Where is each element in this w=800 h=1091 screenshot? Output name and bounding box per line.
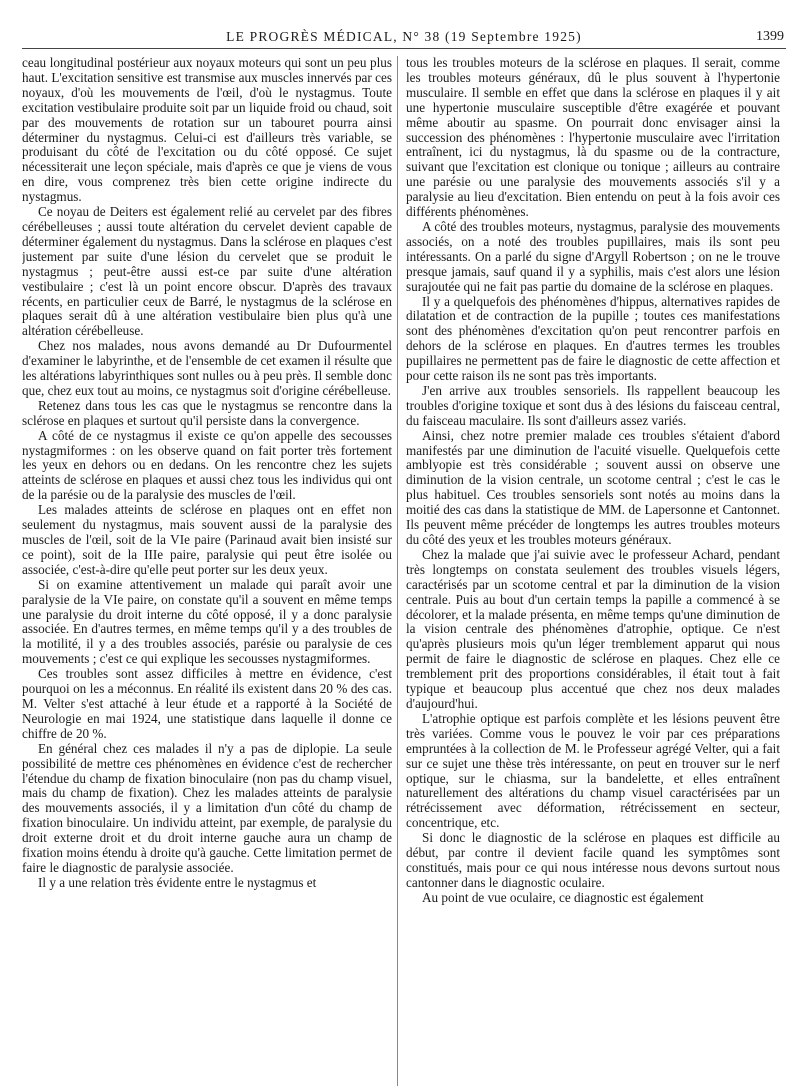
column-divider [397, 56, 398, 1086]
paragraph: Chez la malade que j'ai suivie avec le professeur Achard, pendant très longtemps on constata seulement des troubles visuels légers, caractérisés par un scotome central et par la diminution de la vision centrale. Puis au bout d'un certain temps la papille a commencé à se décolorer, et la malade présenta, en même temps qu'une diminution de la vision centrale des phénomènes d'atrophie, optique. Ce n'est qu'après plusieurs mois qu'un léger tremblement apparut qui nous permit de faire le diagnostic de sclérose en plaques. Chez elle ce tremblement prit des proportions considérables, il était tout à fait typique et beaucoup plus accentué que chez nos deux malades d'aujourd'hui. [406, 546, 780, 711]
paragraph: Si donc le diagnostic de la sclérose en plaques est difficile au début, par contre il devient facile quand les symptômes sont constitués, mais pour ce qui nous intéresse nous devons surtout nous cantonner dans le diagnostic oculaire. [406, 830, 780, 890]
left-column [22, 56, 392, 1086]
paragraph: Il y a quelquefois des phénomènes d'hippus, alternatives rapides de dilatation et de contraction de la pupille ; toutes ces manifestations sont des phénomènes d'excitation qu'on peut rencontrer parfois en dehors de la sclérose en plaques. En d'autres termes les troubles pupillaires ne permettent pas de faire le diagnostic de cette affection et pour cette raison ils ne sont pas très importants. [406, 293, 780, 384]
paragraph: J'en arrive aux troubles sensoriels. Ils rappellent beaucoup les troubles d'origine toxique et sont dus à des lésions du faisceau central, du faisceau maculaire. Ils sont d'ailleurs assez variés. [406, 382, 780, 428]
journal-title: LE PROGRÈS MÉDICAL, N° 38 (19 Septembre 1925) [226, 29, 582, 44]
paragraph: Ce noyau de Deiters est également relié au cervelet par des fibres cérébelleuses ; aussi toute altération du cervelet devient capable de déterminer également du nystagmus. Dans la sclérose en plaques c'est justement par suite d'une lésion du cervelet que se produit le nystagmus ; peut-être aussi est-ce par suite d'une altération vestibulaire ; c'est là un point encore obscur. D'après des travaux récents, en particulier ceux de Barré, le nystagmus de la sclérose en plaques serait dû à une altération vestibulaire bien plus qu'à une altération cérébelleuse. [22, 204, 392, 339]
paragraph: Ces troubles sont assez difficiles à mettre en évidence, c'est pourquoi on les a méconnus. En réalité ils existent dans 20 % des cas. M. Velter s'est attaché à leur étude et a rapporté à la Société de Neurologie en mai 1924, une statistique dans laquelle il donne ce chiffre de 20 %. [22, 666, 392, 741]
paragraph: Au point de vue oculaire, ce diagnostic est également [422, 889, 704, 905]
paragraph: Ainsi, chez notre premier malade ces troubles s'étaient d'abord manifestés par une diminution de l'acuité visuelle. Quelquefois cette amblyopie est très considérable ; souvent aussi on observe une diminution de la vision centrale, un scotome central ; c'est le cas le plus habituel. Ces troubles sensoriels sont notés au moins dans la moitié des cas dans la statistique de MM. de Lapersonne et Cantonnet. Ils peuvent même précéder de longtemps les autres troubles moteurs du côté des yeux et les troubles moteurs généraux. [406, 427, 780, 547]
paragraph: tous les troubles moteurs de la sclérose en plaques. Il serait, comme les troubles moteurs généraux, dû le plus souvent à l'hypertonie musculaire. Il semble en effet que dans la sclérose en plaques il y ait une hypertonie musculaire susceptible d'être exagérée et pouvant même aboutir au spasme. On pourrait donc envisager ainsi la succession des phénomènes : l'hypertonie musculaire avec l'irritation entraînent, ici du nystagmus, là du spasme ou de la contracture, suivant que l'excitation est clonique ou tonique ; ailleurs au contraire une parésie ou une paralysie des mouvements associés s'il y a paralysie au lieu d'excitation. Bien entendu on peut à la fois avoir ces différents phénomènes. [406, 56, 780, 220]
paragraph: Les malades atteints de sclérose en plaques ont en effet non seulement du nystagmus, mais souvent aussi de la paralysie des muscles de l'œil, soit de la VIe paire (Parinaud avait bien insisté sur ce point), soit de la IIIe paire, paralysie qui peut être isolée ou associée, c'est-à-dire qu'elle peut porter sur les deux yeux. [22, 502, 392, 577]
running-header [22, 26, 786, 49]
paragraph: Si on examine attentivement un malade qui paraît avoir une paralysie de la VIe paire, on constate qu'il a souvent en même temps une paralysie du droit interne du côté opposé, il y a donc paralysie associée. En d'autres termes, en même temps qu'il y a des troubles de la motilité, il y a des troubles associés, parésie ou paralysie de ces mouvements ; c'est ce qui explique les secousses nystagmiformes. [22, 576, 392, 667]
paragraph: Il y a une relation très évidente entre le nystagmus et [38, 874, 317, 890]
page-number: 1399 [756, 29, 784, 44]
paragraph: Retenez dans tous les cas que le nystagmus se rencontre dans la sclérose en plaques et surtout qu'il persiste dans la convergence. [22, 397, 392, 428]
paragraph: En général chez ces malades il n'y a pas de diplopie. La seule possibilité de mettre ces phénomènes en évidence c'est de rechercher l'étendue du champ de fixation binoculaire (non pas du champ visuel, mais du champ de fixation). Chez les malades atteints de paralysie des mouvements associés, il y a limitation d'un côté du champ de fixation binoculaire. Un individu atteint, par exemple, de paralysie du droit externe droit et du droit interne gauche aura un champ de fixation moins étendu à droite qu'à gauche. Cette limitation permet de faire le diagnostic de paralysie associée. [22, 740, 392, 875]
paragraph: A côté de ce nystagmus il existe ce qu'on appelle des secousses nystagmiformes : on les observe quand on fait porter très fortement les yeux en dehors ou en dedans. On les rencontre chez les sujets atteints de sclérose en plaques et aussi chez tous les individus qui ont de la parésie ou de la paralysie des muscles de l'œil. [22, 427, 392, 503]
paragraph: Chez nos malades, nous avons demandé au Dr Dufourmentel d'examiner le labyrinthe, et de l'ensemble de cet examen il résulte que les altérations labyrinthiques sont nulles ou à peu près. Il semble donc que, chez eux tout au moins, ce nystagmus soit d'origine cérébelleuse. [22, 338, 392, 398]
right-column [406, 56, 780, 1086]
paragraph: ceau longitudinal postérieur aux noyaux moteurs qui sont un peu plus haut. L'excitation sensitive est transmise aux muscles innervés par ces noyaux, d'où les mouvements de l'œil, d'où le nystagmus. Toute excitation vestibulaire produite soit par un liquide froid ou chaud, soit par des mouvements de rotation sur un tabouret pourra ainsi déterminer du nystagmus. Celui-ci est d'ailleurs très variable, se produisant du côté de l'excitation ou du côté opposé. Ce sujet nécessiterait une leçon spéciale, mais d'après ce que je viens de vous en dire, vous comprenez très bien cette origine indirecte du nystagmus. [22, 56, 392, 205]
paragraph: A côté des troubles moteurs, nystagmus, paralysie des mouvements associés, on a noté des troubles pupillaires, mais ils sont peu intéressants. On a parlé du signe d'Argyll Robertson ; on ne le trouve presque jamais, sauf quand il y a syphilis, mais c'est alors une lésion surajoutée qui ne fait pas partie du domaine de la sclérose en plaques. [406, 218, 780, 294]
paragraph: L'atrophie optique est parfois complète et les lésions peuvent être très variées. Comme vous le pouvez le voir par ces préparations empruntées à la collection de M. le Professeur agrégé Velter, qui a fait sur ce sujet une thèse très intéressante, on peut en trouver sur le nerf optique, sur le chiasma, sur la bandelette, et elles entraînent naturellement des altérations du champ visuel caractérisées par un rétrécissement avec déformation, rétrécissement en secteur, concentrique, etc. [406, 710, 780, 831]
